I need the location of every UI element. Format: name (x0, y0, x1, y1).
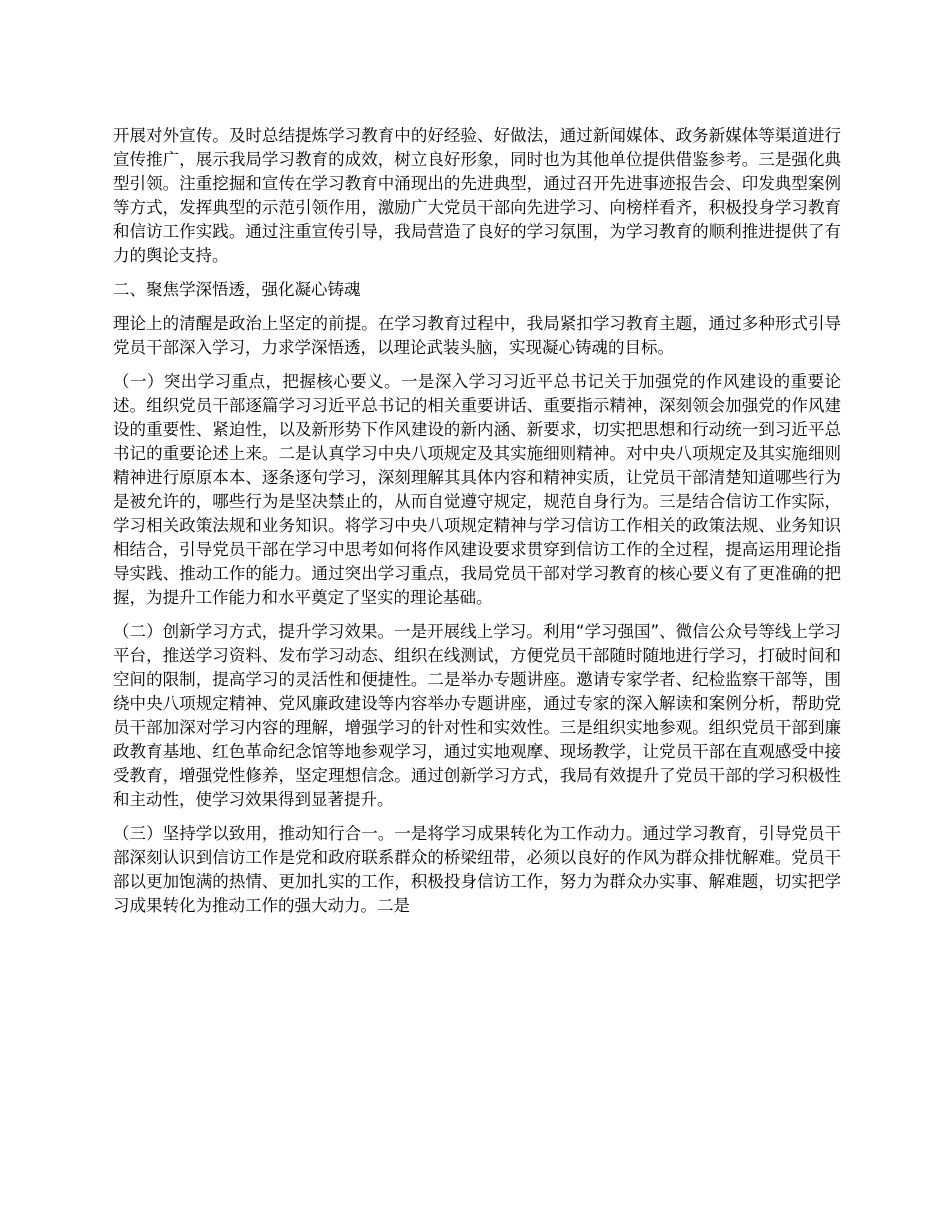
paragraph-subsection-1: （一）突出学习重点，把握核心要义。一是深入学习习近平总书记关于加强党的作风建设的重要论述。组织党员干部逐篇学习习近平总书记的相关重要讲话、重要指示精神，深刻领会加强党的作风建设的重要性、紧迫性，以及新形势下作风建设的新内涵、新要求，切实把思想和行动统一到习近平总书记的重要论述上来。二是认真学习中央八项规定及其实施细则精神。对中央八项规定及其实施细则精神进行原原本本、逐条逐句学习，深刻理解其具体内容和精神实质，让党员干部清楚知道哪些行为是被允许的，哪些行为是坚决禁止的，从而自觉遵守规定，规范自身行为。三是结合信访工作实际，学习相关政策法规和业务知识。将学习中央八项规定精神与学习信访工作相关的政策法规、业务知识相结合，引导党员干部在学习中思考如何将作风建设要求贯穿到信访工作的全过程，提高运用理论指导实践、推动工作的能力。通过突出学习重点，我局党员干部对学习教育的核心要义有了更准确的把握，为提升工作能力和水平奠定了坚实的理论基础。 (113, 372, 841, 607)
paragraph-subsection-3: （三）坚持学以致用，推动知行合一。一是将学习成果转化为工作动力。通过学习教育，引导党员干部深刻认识到信访工作是党和政府联系群众的桥梁纽带，必须以良好的作风为群众排忧解难。党员干部以更加饱满的热情、更加扎实的工作，积极投身信访工作，努力为群众办实事、解难题，切实把学习成果转化为推动工作的强大动力。二是 (113, 824, 841, 915)
section-heading-2: 二、聚焦学深悟透，强化凝心铸魂 (113, 280, 361, 299)
document-page (113, 124, 841, 928)
paragraph-publicity: 开展对外宣传。及时总结提炼学习教育中的好经验、好做法，通过新闻媒体、政务新媒体等渠道进行宣传推广，展示我局学习教育的成效，树立良好形象，同时也为其他单位提供借鉴参考。三是强化典型引领。注重挖掘和宣传在学习教育中涌现出的先进典型，通过召开先进事迹报告会、印发典型案例等方式，发挥典型的示范引领作用，激励广大党员干部向先进学习、向榜样看齐，积极投身学习教育和信访工作实践。通过注重宣传引导，我局营造了良好的学习氛围，为学习教育的顺利推进提供了有力的舆论支持。 (113, 126, 841, 265)
paragraph-subsection-2: （二）创新学习方式，提升学习效果。一是开展线上学习。利用“学习强国”、微信公众号等线上学习平台，推送学习资料、发布学习动态、组织在线测试，方便党员干部随时随地进行学习，打破时间和空间的限制，提高学习的灵活性和便捷性。二是举办专题讲座。邀请专家学者、纪检监察干部等，围绕中央八项规定精神、党风廉政建设等内容举办专题讲座，通过专家的深入解读和案例分析，帮助党员干部加深对学习内容的理解，增强学习的针对性和实效性。三是组织实地参观。组织党员干部到廉政教育基地、红色革命纪念馆等地参观学习，通过实地观摩、现场教学，让党员干部在直观感受中接受教育，增强党性修养，坚定理想信念。通过创新学习方式，我局有效提升了党员干部的学习积极性和主动性，使学习效果得到显著提升。 (113, 622, 841, 809)
paragraph-intro: 理论上的清醒是政治上坚定的前提。在学习教育过程中，我局紧扣学习教育主题，通过多种形式引导党员干部深入学习，力求学深悟透，以理论武装头脑，实现凝心铸魂的目标。 (113, 314, 841, 357)
